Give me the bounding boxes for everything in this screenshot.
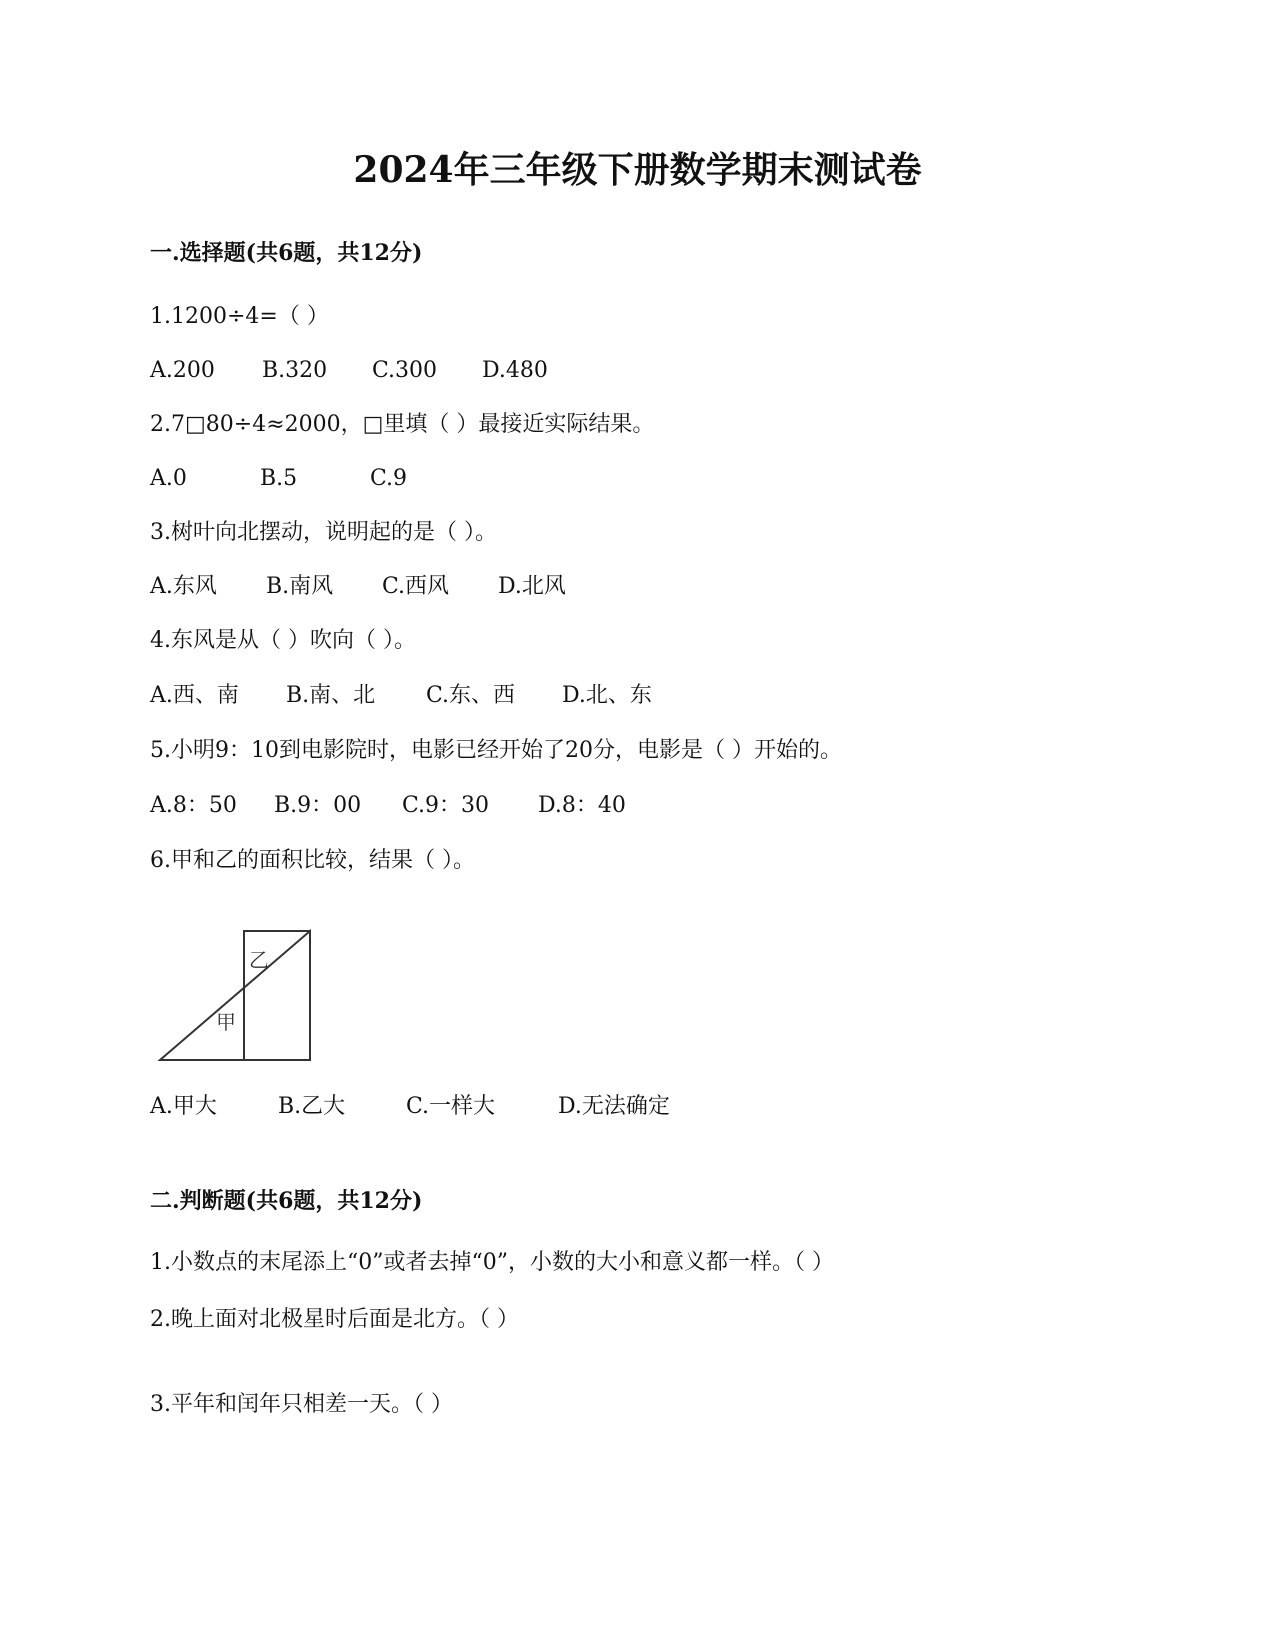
judgment-question-1: 1.小数点的末尾添上“0”或者去掉“0”，小数的大小和意义都一样。（ ）: [150, 1250, 834, 1275]
option-a: A.东风: [150, 574, 217, 599]
option-c: C.300: [372, 358, 438, 383]
question-2: 2.7□80÷4≈2000，□里填（ ）最接近实际结果。: [150, 412, 655, 437]
area-comparison-figure: [150, 925, 320, 1065]
option-b: B.南、北: [286, 683, 376, 708]
option-b: B.南风: [266, 574, 334, 599]
question-5: 5.小明9：10到电影院时，电影已经开始了20分，电影是（ ）开始的。: [150, 738, 842, 763]
option-a: A.甲大: [150, 1094, 217, 1119]
option-b: B.320: [262, 358, 328, 383]
question-1: 1.1200÷4=（ ）: [150, 304, 329, 329]
option-a: A.0: [150, 466, 187, 491]
option-c: C.9：30: [402, 793, 490, 818]
judgment-question-2: 2.晚上面对北极星时后面是北方。（ ）: [150, 1307, 519, 1332]
option-c: C.9: [370, 466, 408, 491]
question-4-options: [150, 681, 652, 711]
page-title: 2024年三年级下册数学期末测试卷: [353, 149, 922, 191]
figure-label-yi: 乙: [249, 948, 269, 972]
question-6: 6.甲和乙的面积比较，结果（ ）。: [150, 848, 475, 873]
triangle-shape: [160, 931, 310, 1060]
option-d: D.北、东: [562, 683, 652, 708]
option-d: D.480: [482, 358, 548, 383]
question-4: 4.东风是从（ ）吹向（ ）。: [150, 628, 416, 653]
question-2-options: [150, 464, 407, 494]
judgment-question-3: 3.平年和闰年只相差一天。（ ）: [150, 1392, 453, 1417]
option-c: C.一样大: [406, 1094, 496, 1119]
question-3-options: [150, 572, 566, 602]
option-d: D.8：40: [538, 793, 626, 818]
section-heading-judgment: 二.判断题(共6题，共12分): [150, 1188, 423, 1214]
question-5-options: [150, 791, 626, 821]
option-a: A.200: [150, 358, 215, 383]
option-b: B.9：00: [274, 793, 362, 818]
question-3: 3.树叶向北摆动，说明起的是（ ）。: [150, 520, 497, 545]
question-6-options: [150, 1092, 670, 1122]
option-d: D.无法确定: [558, 1094, 670, 1119]
section-heading-choice: 一.选择题(共6题，共12分): [150, 240, 423, 266]
option-c: C.东、西: [426, 683, 516, 708]
option-a: A.西、南: [150, 683, 239, 708]
option-b: B.5: [260, 466, 298, 491]
figure-label-jia: 甲: [216, 1010, 236, 1034]
option-c: C.西风: [382, 574, 450, 599]
option-a: A.8：50: [150, 793, 237, 818]
option-b: B.乙大: [278, 1094, 346, 1119]
question-1-options: [150, 356, 548, 386]
option-d: D.北风: [498, 574, 566, 599]
